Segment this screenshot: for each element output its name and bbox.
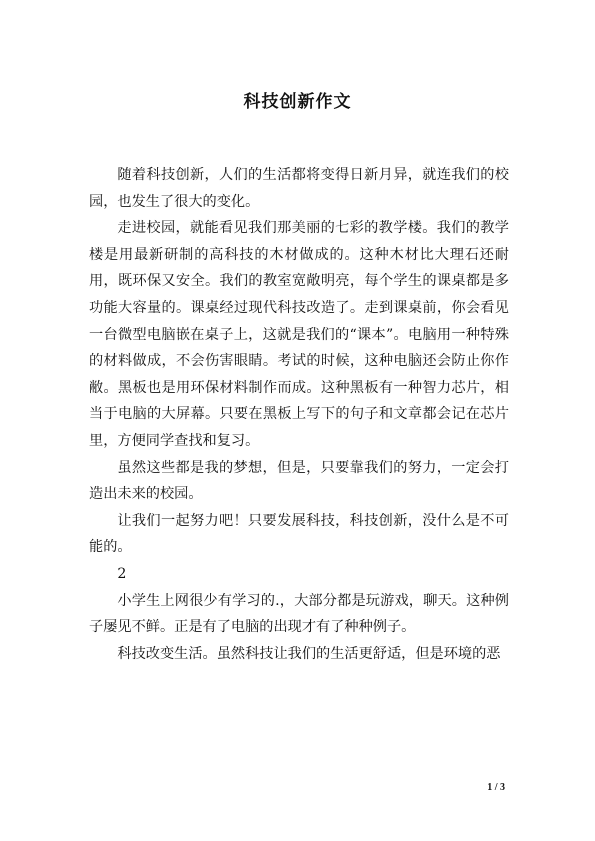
paragraph: 虽然这些都是我的梦想，但是，只要靠我们的努力，一定会打造出未来的校园。	[89, 459, 509, 503]
paragraph: 小学生上网很少有学习的.，大部分都是玩游戏，聊天。这种例子屡见不鲜。正是有了电脑的出现才有了种种例子。	[89, 592, 509, 636]
paragraph: 随着科技创新，人们的生活都将变得日新月异，就连我们的校园，也发生了很大的变化。	[89, 167, 509, 210]
paragraph: 科技改变生活。虽然科技让我们的生活更舒适，但是环境的恶	[117, 645, 501, 662]
paragraph: 走进校园，就能看见我们那美丽的七彩的教学楼。我们的教学楼是用最新研制的高科技的木材做成的。这种木材比大理石还耐用，既环保又安全。我们的教室宽敞明亮，每个学生的课桌都是多功能大容量的。课桌经过现代科技改造了。走到课桌前，你会看见一台微型电脑嵌在桌子上，这就是我们的“课本”。电脑用一种特殊的材料做成，不会伤害眼睛。考试的时候，这种电脑还会防止你作敝。黑板也是用环保材料制作而成。这种黑板有一种智力芯片，相当于电脑的大屏幕。只要在黑板上写下的句子和文章都会记在芯片里，方便同学查找和复习。	[89, 220, 509, 449]
document-body	[89, 162, 509, 667]
section-number: 2	[117, 565, 127, 582]
page-number: 1 / 3	[487, 782, 505, 793]
page-title: 科技创新作文	[243, 92, 352, 112]
paragraph: 让我们一起努力吧！只要发展科技，科技创新，没什么是不可能的。	[89, 512, 509, 556]
